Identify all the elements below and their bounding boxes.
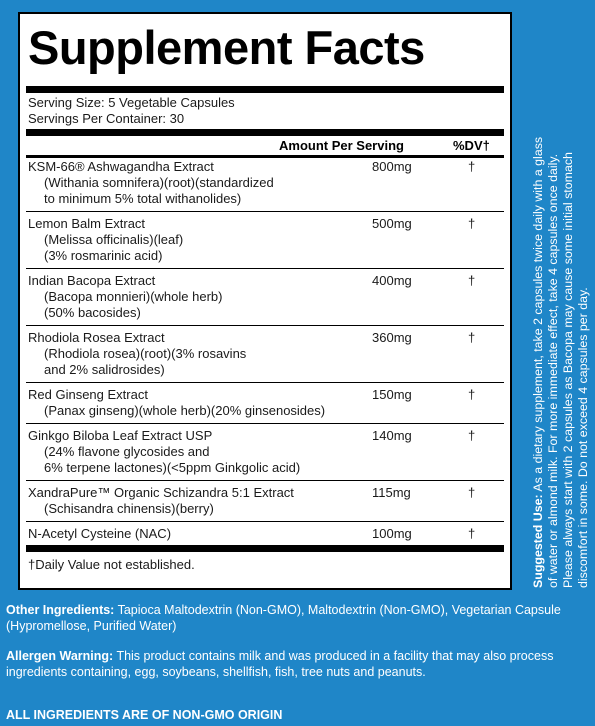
ingredient-detail: 6% terpene lactones)(<5ppm Ginkgolic acid) [44, 460, 301, 475]
ingredient-detail: (Schisandra chinensis)(berry) [44, 501, 214, 516]
divider [26, 545, 504, 552]
other-ingredients [6, 603, 586, 634]
suggested-use-label: Suggested Use: [531, 494, 545, 588]
ingredient-dv: † [468, 526, 476, 541]
suggested-use [531, 10, 588, 588]
ingredient-dv: † [468, 387, 476, 402]
panel-title: Supplement Facts [28, 21, 425, 74]
allergen-warning [6, 649, 586, 680]
ingredient-detail: (24% flavone glycosides and [44, 444, 210, 459]
other-ingredients-text: Tapioca Maltodextrin (Non-GMO), Maltodextrin (Non-GMO), Vegetarian Capsule (Hypromellose, Purified Water) [6, 603, 561, 633]
ingredient-name: Indian Bacopa Extract [28, 273, 156, 288]
non-gmo-statement: ALL INGREDIENTS ARE OF NON-GMO ORIGIN [6, 708, 283, 722]
ingredient-name: N-Acetyl Cysteine (NAC) [28, 526, 172, 541]
suggested-use-line: Please always start with 2 capsules as Bacopa may cause some initial stomach [561, 152, 575, 588]
ingredient-dv: † [468, 159, 476, 174]
ingredient-name: Lemon Balm Extract [28, 216, 146, 231]
serving-size: Serving Size: 5 Vegetable Capsules [28, 95, 235, 110]
ingredient-dv: † [468, 216, 476, 231]
ingredient-dv: † [468, 485, 476, 500]
ingredient-detail: to minimum 5% total withanolides) [44, 191, 242, 206]
ingredient-dv: † [468, 330, 476, 345]
ingredient-name: Rhodiola Rosea Extract [28, 330, 165, 345]
divider [26, 382, 504, 383]
ingredient-amount: 800mg [372, 159, 412, 174]
ingredient-detail: (3% rosmarinic acid) [44, 248, 163, 263]
divider [26, 155, 504, 158]
ingredient-name: XandraPure™ Organic Schizandra 5:1 Extract [28, 485, 294, 500]
ingredient-name: KSM-66® Ashwagandha Extract [28, 159, 214, 174]
ingredient-amount: 150mg [372, 387, 412, 402]
divider [26, 325, 504, 326]
ingredient-detail: (Withania somnifera)(root)(standardized [44, 175, 274, 190]
ingredient-detail: (Panax ginseng)(whole herb)(20% ginsenosides) [44, 403, 326, 418]
divider [26, 480, 504, 481]
suggested-use-line: discomfort in some. Do not exceed 4 capsules per day. [576, 287, 590, 588]
divider [26, 423, 504, 424]
servings-per-container: Servings Per Container: 30 [28, 111, 185, 126]
ingredient-dv: † [468, 273, 476, 288]
divider [26, 129, 504, 136]
ingredient-amount: 500mg [372, 216, 412, 231]
allergen-warning-text: This product contains milk and was produced in a facility that may also process ingredients containing, egg, soybeans, shellfish, fish, tree nuts and peanuts. [6, 649, 554, 679]
allergen-warning-label: Allergen Warning: [6, 649, 114, 663]
supplement-facts-panel [18, 12, 512, 590]
divider [26, 268, 504, 269]
footnote: †Daily Value not established. [28, 557, 195, 572]
ingredient-detail: and 2% salidrosides) [44, 362, 165, 377]
header-dv: %DV† [453, 138, 490, 153]
ingredient-dv: † [468, 428, 476, 443]
ingredient-amount: 400mg [372, 273, 412, 288]
suggested-use-line: As a dietary supplement, take 2 capsules twice daily with a glass [531, 136, 545, 492]
ingredient-amount: 115mg [372, 485, 411, 500]
ingredient-detail: (50% bacosides) [44, 305, 141, 320]
ingredient-amount: 100mg [372, 526, 412, 541]
ingredient-name: Ginkgo Biloba Leaf Extract USP [28, 428, 213, 443]
suggested-use-line: of water or almond milk. For more immediate effect, take 4 capsules once daily. [546, 153, 560, 588]
header-amount: Amount Per Serving [279, 138, 404, 153]
ingredient-detail: (Bacopa monnieri)(whole herb) [44, 289, 223, 304]
divider [26, 211, 504, 212]
ingredient-amount: 360mg [372, 330, 412, 345]
divider [26, 521, 504, 522]
other-ingredients-label: Other Ingredients: [6, 603, 115, 617]
ingredient-detail: (Rhodiola rosea)(root)(3% rosavins [44, 346, 247, 361]
ingredient-detail: (Melissa officinalis)(leaf) [44, 232, 184, 247]
ingredient-name: Red Ginseng Extract [28, 387, 148, 402]
ingredient-amount: 140mg [372, 428, 412, 443]
divider [26, 86, 504, 93]
